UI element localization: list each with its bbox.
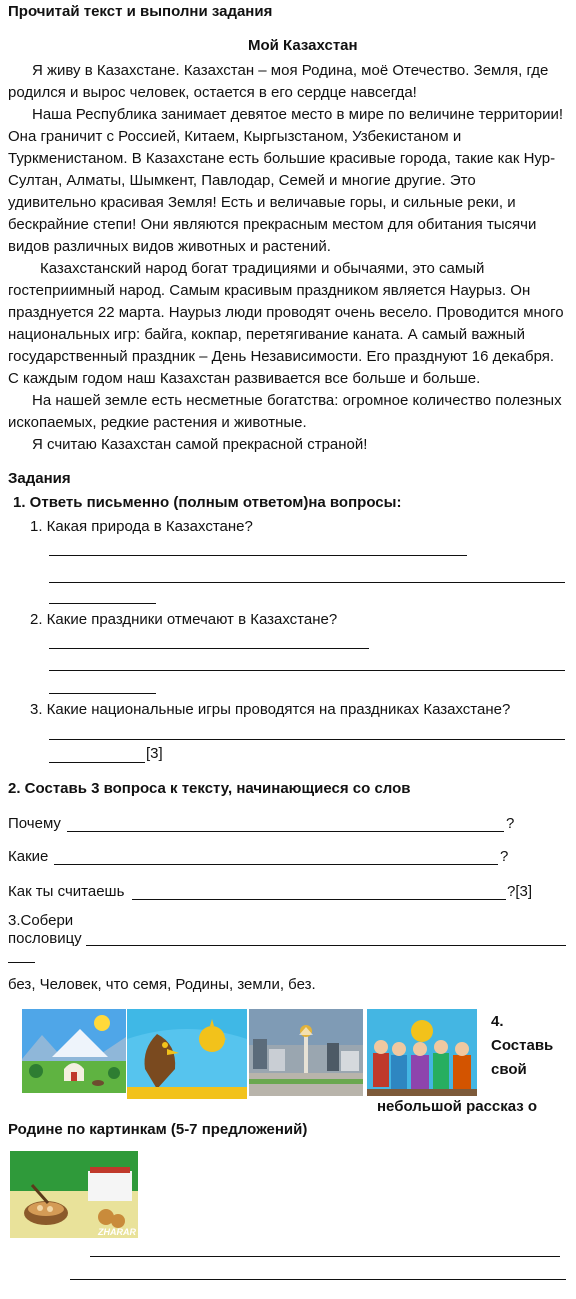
yurt-landscape-picture bbox=[22, 1009, 126, 1093]
question-3: 3. Какие национальные игры проводятся на праздниках Казахстане? bbox=[30, 701, 511, 718]
kazakh-food-picture bbox=[10, 1151, 138, 1238]
answer-line[interactable] bbox=[49, 739, 565, 740]
task3-label: 3.Собери bbox=[8, 912, 74, 929]
paragraph: Я живу в Казахстане. Казахстан – моя Родина, моё Отечество. Земля, где родился и вырос человек, остается в его сердце навсегда! bbox=[8, 62, 549, 101]
answer-line[interactable] bbox=[70, 1279, 566, 1280]
astana-city-picture bbox=[249, 1009, 363, 1096]
starter-word-kakie: Какие bbox=[8, 848, 49, 865]
paragraph: Наша Республика занимает девятое место в мире по величине территории! Она граничит с Россией, Китаем, Кыргызстаном, Узбекистаном и Туркменистаном. В Казахстане есть большие красивые города, такие как Нур-Султан, Алматы, Шымкент, Павлодар, Семей и многие другие. Это удивительно красивая Земля! Есть и величавые горы, и сильные реки, и бескрайние степи! Они являются прекрасным местом для обитания тысячи видов различных видов животных и растений. bbox=[8, 106, 563, 255]
answer-line[interactable] bbox=[49, 670, 565, 671]
paragraph: Я считаю Казахстан самой прекрасной страной! bbox=[32, 436, 368, 453]
question-1: 1. Какая природа в Казахстане? bbox=[30, 518, 253, 535]
answer-line[interactable] bbox=[8, 962, 35, 963]
tasks-heading: Задания bbox=[8, 470, 71, 487]
question-mark: ? bbox=[500, 848, 509, 865]
task4-text: Составь bbox=[491, 1037, 554, 1054]
task2-heading: 2. Составь 3 вопроса к тексту, начинающиеся со слов bbox=[8, 780, 411, 797]
task1-heading: 1. Ответь письменно (полным ответом)на вопросы: bbox=[13, 494, 402, 511]
answer-line[interactable] bbox=[132, 899, 506, 900]
page-header: Прочитай текст и выполни задания bbox=[8, 3, 273, 20]
starter-word-pochemu: Почему bbox=[8, 815, 61, 832]
reading-text bbox=[8, 60, 568, 456]
question-2: 2. Какие праздники отмечают в Казахстане? bbox=[30, 611, 338, 628]
answer-line[interactable] bbox=[67, 831, 504, 832]
answer-line[interactable] bbox=[49, 693, 156, 694]
food-label: ZHARAR bbox=[98, 1227, 136, 1237]
answer-line[interactable] bbox=[86, 945, 566, 946]
answer-line[interactable] bbox=[49, 762, 145, 763]
answer-line[interactable] bbox=[49, 582, 565, 583]
score-label: [3] bbox=[146, 745, 163, 762]
answer-line[interactable] bbox=[49, 555, 467, 556]
starter-word-kak-ty-schitaesh: Как ты считаешь bbox=[8, 883, 125, 900]
task3-label: пословицу bbox=[8, 930, 82, 947]
paragraph: На нашей земле есть несметные богатства: огромное количество полезных ископаемых, редкие растения и животные. bbox=[8, 392, 562, 431]
answer-line[interactable] bbox=[90, 1256, 560, 1257]
task4-text: небольшой рассказ о bbox=[377, 1098, 538, 1115]
answer-line[interactable] bbox=[49, 648, 369, 649]
paragraph: Казахстанский народ богат традициями и обычаями, это самый гостеприимный народ. Самым красивым праздником является Наурыз. Он празднуется 22 марта. Наурыз люди проводят очень весело. Проводится много национальных игр: байга, кокпар, перетягивание каната. А самый важный государственный праздник – День Независимости. Его празднуют 16 декабря. С каждым годом наш Казахстан развивается все больше и больше. bbox=[8, 260, 564, 387]
task4-text: 4. bbox=[491, 1013, 504, 1030]
eagle-flag-picture bbox=[127, 1009, 247, 1099]
children-costumes-picture bbox=[367, 1009, 477, 1096]
text-title: Мой Казахстан bbox=[248, 37, 358, 54]
answer-line[interactable] bbox=[54, 864, 498, 865]
proverb-words: без, Человек, что семя, Родины, земли, без. bbox=[8, 976, 316, 993]
task4-text: свой bbox=[491, 1061, 527, 1078]
question-mark: ? bbox=[506, 815, 515, 832]
score-label: ?[3] bbox=[507, 883, 533, 900]
answer-line[interactable] bbox=[49, 603, 156, 604]
task4-text: Родине по картинкам (5-7 предложений) bbox=[8, 1121, 308, 1138]
